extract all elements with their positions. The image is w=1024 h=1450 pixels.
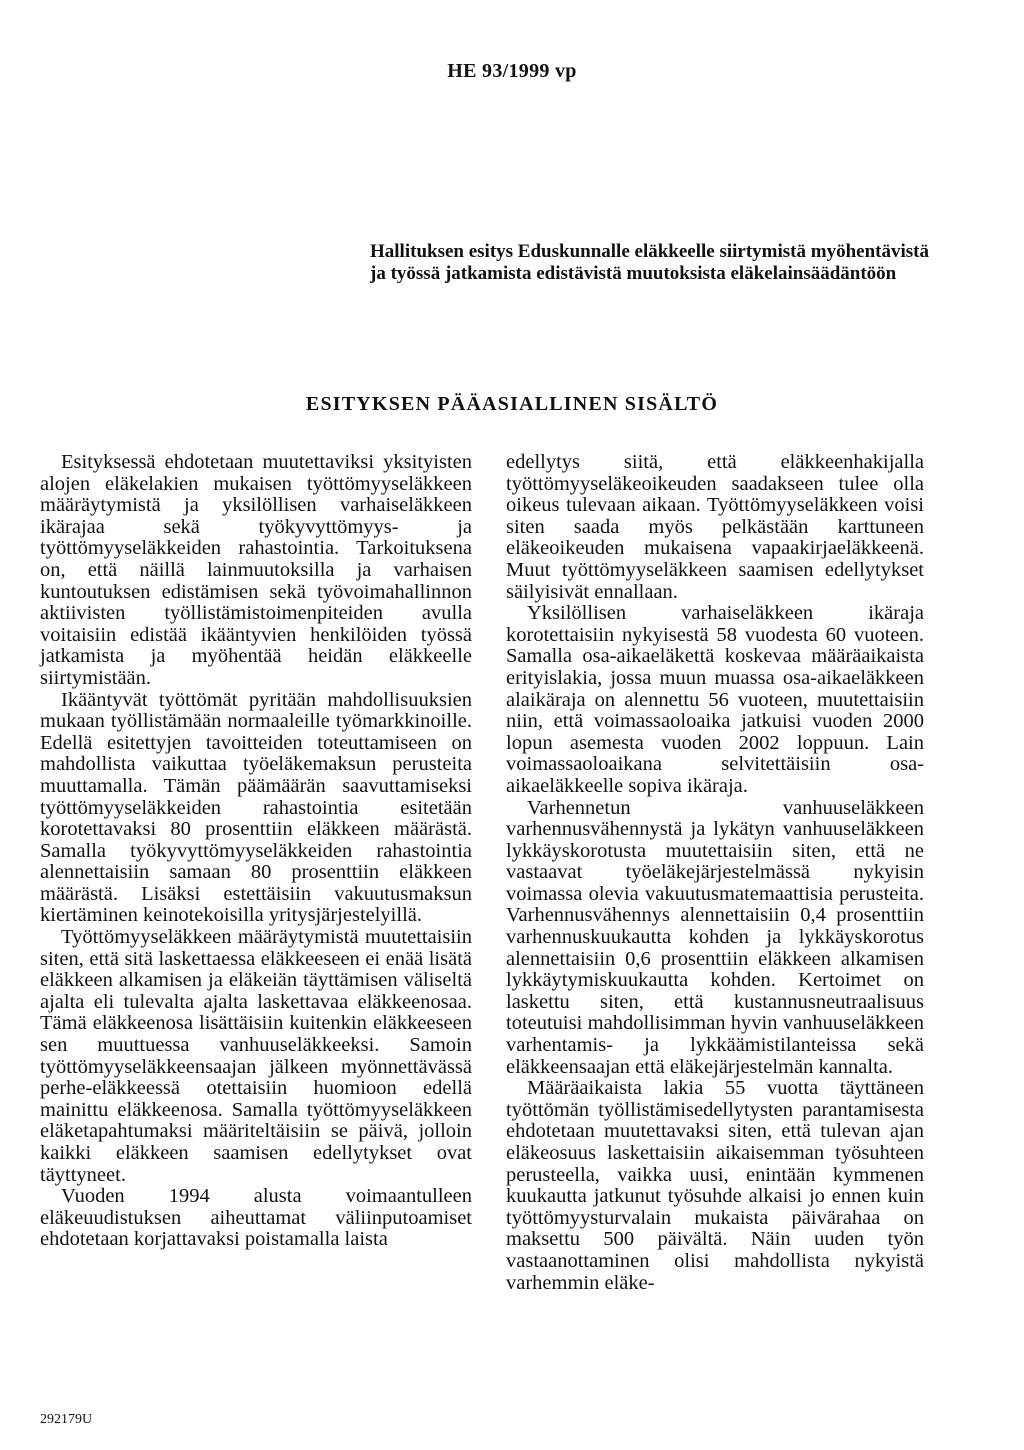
section-heading: ESITYKSEN PÄÄASIALLINEN SISÄLTÖ	[305, 393, 719, 415]
right-paragraph-4: Määräaikaista lakia 55 vuotta täyttäneen työttömän työllistämisedellytysten parantamisesta ehdotetaan muutettavaksi siten, että tulevan ajan eläkeosuus laskettaisiin aikaisemman työsuhteen perusteella, vaikka uusi, enintään kymmenen kuukautta jatkunut työsuhde alkaisi jo ennen kuin työttömyysturvalain mukaista päivärahaa on maksettu 500 päivältä. Näin uuden työn vastaanottaminen olisi mahdollista nykyistä varhemmin eläke-	[506, 1077, 924, 1294]
right-paragraph-1: edellytys siitä, että eläkkeenhakijalla työttömyyseläkeoikeuden saadakseen tulee olla oikeus tulevaan aikaan. Työttömyyseläkkeen voisi siten saada myös pelkästään karttuneen eläkeoikeuden mukaisena vapaakirjaeläkkeenä. Muut työttömyyseläkkeen saamisen edellytykset säilyisivät ennallaan.	[506, 451, 924, 603]
document-title: Hallituksen esitys Eduskunnalle eläkkeelle siirtymistä myöhentävistä ja työssä jatkamista edistävistä muutoksista eläkelainsäädäntöön	[370, 241, 929, 284]
left-paragraph-3: Työttömyyseläkkeen määräytymistä muutettaisiin siten, että sitä laskettaessa eläkkeeseen ei enää lisätä eläkkeen alkamisen ja eläkeiän täyttämisen väliseltä ajalta eli tulevalta ajalta laskettavaa eläkkeenosaa. Tämä eläkkeenosa lisättäisiin kuitenkin eläkkeeseen sen muuttuessa vanhuuseläkkeeksi. Samoin työttömyyseläkkeensaajan jälkeen myönnettävässä perhe-eläkkeessä otettaisiin huomioon edellä mainittu eläkkeenosa. Samalla työttömyyseläkkeen eläketapahtumaksi määriteltäisiin se päivä, jolloin kaikki eläkkeen saamisen edellytykset ovat täyttyneet.	[40, 926, 472, 1186]
right-text-column	[506, 452, 924, 1294]
right-paragraph-2: Yksilöllisen varhaiseläkkeen ikäraja korotettaisiin nykyisestä 58 vuodesta 60 vuoteen. Samalla osa-aikaeläkettä koskevaa määräaikaista erityislakia, jossa muun muassa osa-aikaeläkkeen alaikäraja on alennettu 56 vuoteen, muutettaisiin niin, että voimassaoloaika jatkuisi vuoden 2000 lopun asemesta vuoden 2002 loppuun. Lain voimassaoloaikana selvitettäisiin osa-aikaeläkkeelle sopiva ikäraja.	[506, 602, 924, 797]
left-paragraph-2: Ikääntyvät työttömät pyritään mahdollisuuksien mukaan työllistämään normaaleille työmarkkinoille. Edellä esitettyjen tavoitteiden toteuttamiseen on mahdollista vaikuttaa työeläkemaksun perusteita muuttamalla. Tämän päämäärän saavuttamiseksi työttömyyseläkkeiden rahastointia esitetään korotettavaksi 80 prosenttiin eläkkeen määrästä. Samalla työkyvyttömyyseläkkeiden rahastointia alennettaisiin samaan 80 prosenttiin eläkkeen määrästä. Lisäksi estettäisiin vakuutusmaksun kiertäminen keinotekoisilla yritysjärjestelyillä.	[40, 688, 472, 927]
left-paragraph-1: Esityksessä ehdotetaan muutettaviksi yksityisten alojen eläkelakien mukaisen työttömyyseläkkeen määräytymistä ja yksilöllisen varhaiseläkkeen ikärajaa sekä työkyvyttömyys- ja työttömyyseläkkeiden rahastointia. Tarkoituksena on, että näillä lainmuutoksilla ja varhaisen kuntoutuksen edistämisen sekä työvoimahallinnon aktiivisten työllistämistoimenpiteiden avulla voitaisiin edistää ikääntyvien henkilöiden työssä jatkamista ja myöhentää heidän eläkkeelle siirtymistään.	[40, 451, 472, 689]
document-header-title: HE 93/1999 vp	[447, 60, 577, 82]
left-paragraph-4: Vuoden 1994 alusta voimaantulleen eläkeuudistuksen aiheuttamat väliinputoamiset ehdotetaan korjattavaksi poistamalla laista	[40, 1185, 472, 1251]
right-paragraph-3: Varhennetun vanhuuseläkkeen varhennusvähennystä ja lykätyn vanhuuseläkkeen lykkäyskorotusta muutettaisiin siten, että ne vastaavat työeläkejärjestelmässä nykyisin voimassa olevia vakuutusmatemaattisia perusteita. Varhennusvähennys alennettaisiin 0,4 prosenttiin varhennuskuukautta kohden ja lykkäyskorotus alennettaisiin 0,6 prosenttiin eläkkeen alkamisen lykkäytymiskuukautta kohden. Kertoimet on laskettu siten, että kustannusneutraalisuus toteutuisi mahdollisimman hyvin vanhuuseläkkeen varhentamis- ja lykkäämistilanteissa sekä eläkkeensaajan että eläkejärjestelmän kannalta.	[506, 796, 924, 1078]
left-text-column	[40, 452, 472, 1251]
print-code: 292179U	[40, 1412, 93, 1427]
